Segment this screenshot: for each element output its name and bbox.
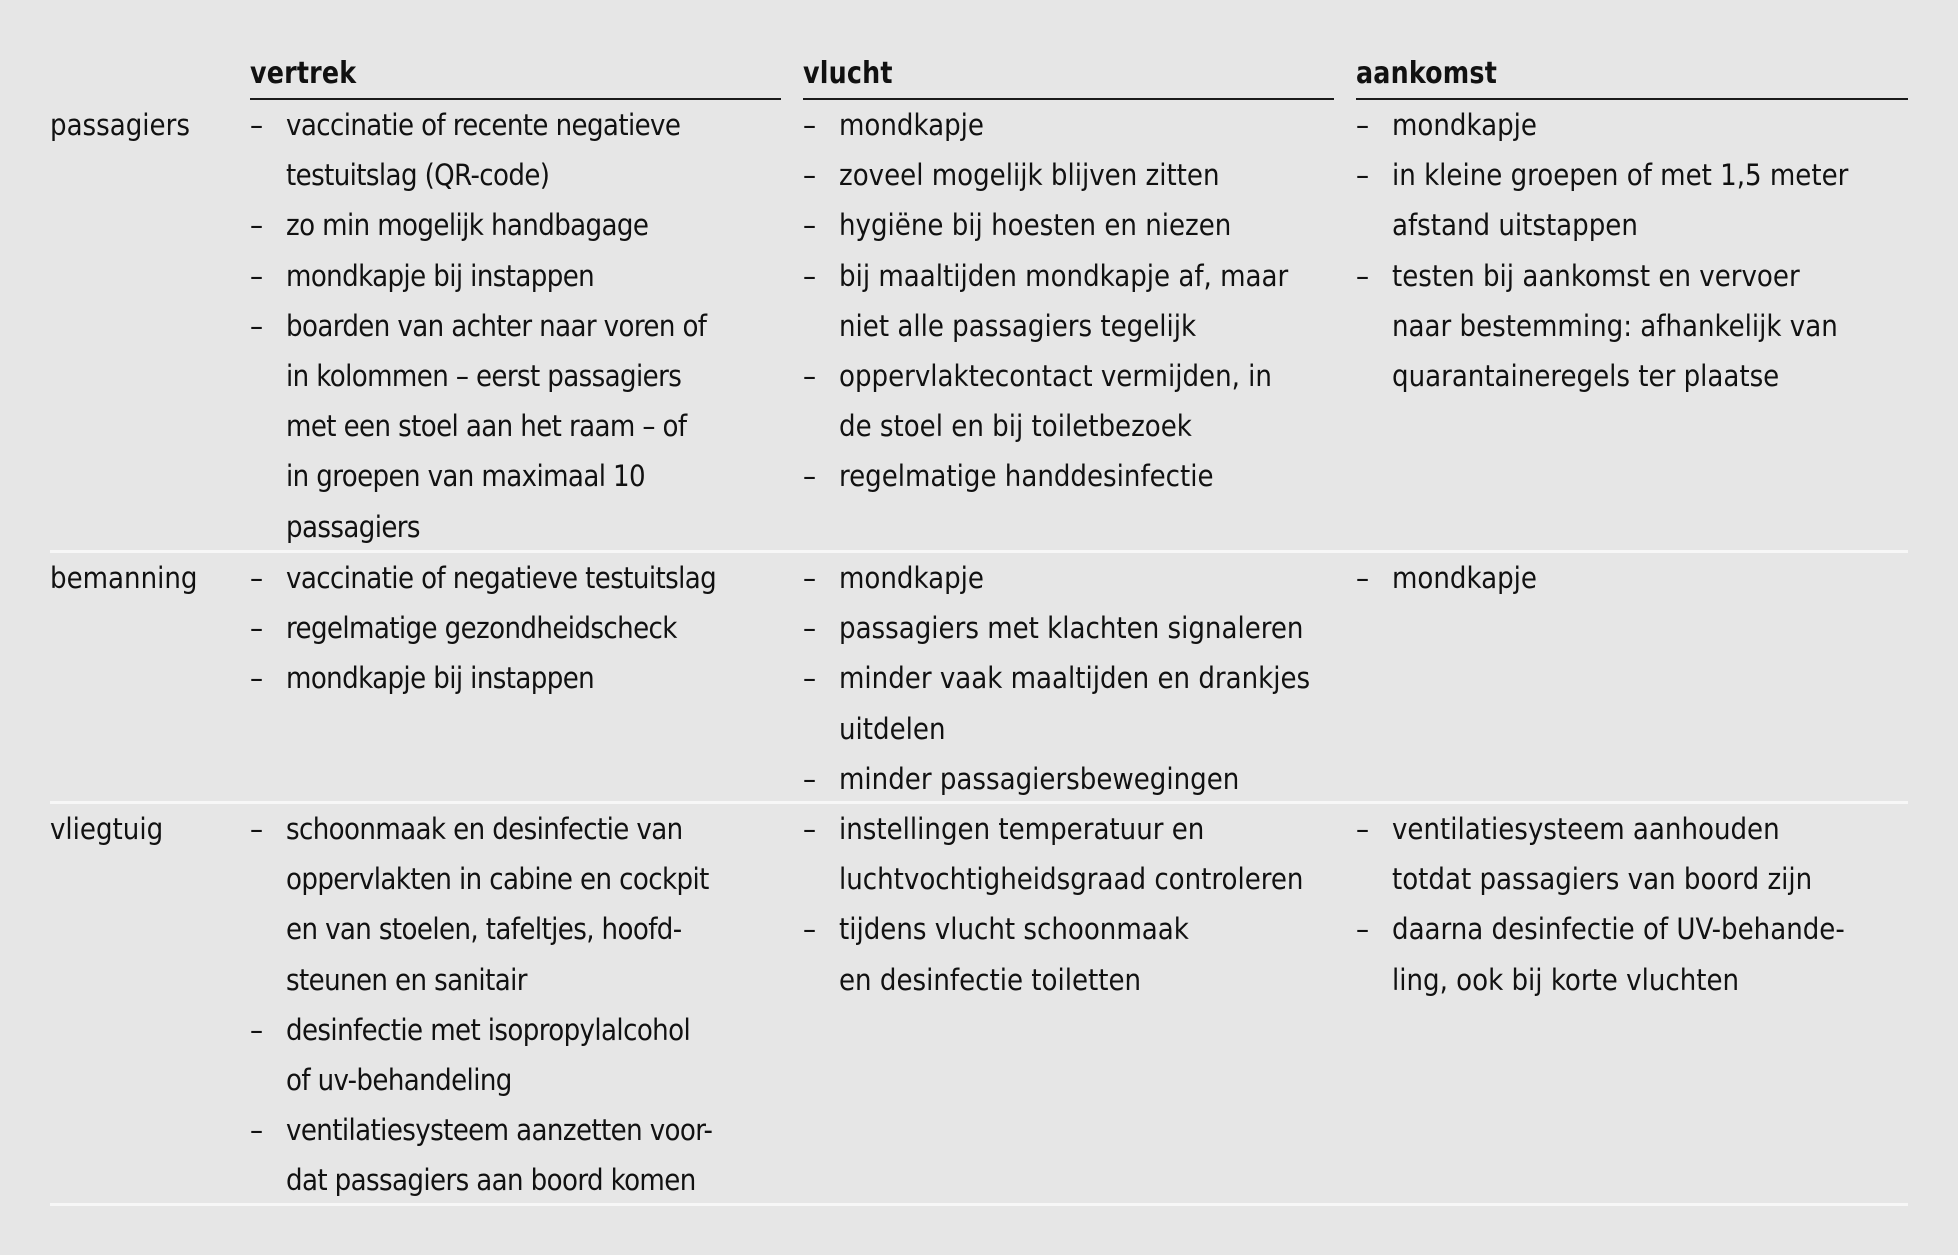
list-item (803, 150, 1334, 200)
list-item-text: mondkapje (839, 108, 984, 142)
list-item (250, 603, 781, 653)
measure-list (803, 100, 1334, 502)
list-item-text: hygiëne bij hoesten en niezen (839, 208, 1232, 243)
list-item-text: daarna desinfectie of UV-behande- ling, ook bij korte vluchten (1392, 912, 1845, 997)
list-item-text: testen bij aankomst en vervoer naar bestemming: afhankelijk van quarantaineregels ter plaatse (1392, 258, 1838, 394)
dash-bullet-icon: – (250, 208, 263, 243)
list-item (250, 653, 781, 703)
list-item-text: mondkapje bij instappen (286, 258, 595, 293)
measure-list (803, 804, 1334, 1005)
dash-bullet-icon: – (250, 258, 263, 293)
dash-bullet-icon: – (803, 258, 817, 293)
list-item (803, 451, 1334, 501)
table-row-passagiers (50, 100, 1908, 553)
measure-list (1356, 100, 1908, 401)
cell-aankomst (1356, 100, 1908, 552)
cell-vertrek (250, 553, 781, 804)
list-item (1356, 804, 1908, 904)
dash-bullet-icon: – (803, 108, 817, 142)
list-item-text: minder vaak maaltijden en drankjes uitdelen (839, 661, 1311, 746)
list-item (250, 1005, 781, 1105)
list-item-text: mondkapje (1392, 561, 1537, 595)
header-spacer (50, 50, 250, 100)
list-item-text: instellingen temperatuur en luchtvochtigheidsgraad controleren (839, 812, 1304, 897)
list-item-text: zoveel mogelijk blijven zitten (839, 158, 1220, 193)
list-item-text: desinfectie met isopropylalcohol of uv-behandeling (286, 1012, 691, 1098)
cell-vertrek (250, 804, 781, 1206)
list-item (1356, 553, 1908, 603)
cell-vlucht (803, 553, 1334, 804)
dash-bullet-icon: – (803, 611, 817, 646)
dash-bullet-icon: – (250, 611, 263, 646)
list-item (803, 251, 1334, 351)
list-item (250, 251, 781, 301)
list-item-text: tijdens vlucht schoonmaak en desinfectie toiletten (839, 912, 1189, 997)
dash-bullet-icon: – (803, 812, 817, 846)
measures-table (50, 50, 1908, 1206)
list-item-text: mondkapje (1392, 108, 1537, 142)
list-item-text: in kleine groepen of met 1,5 meter afstand uitstappen (1392, 158, 1849, 243)
list-item (803, 804, 1334, 904)
dash-bullet-icon: – (1356, 258, 1370, 293)
dash-bullet-icon: – (1356, 158, 1370, 193)
dash-bullet-icon: – (250, 308, 263, 343)
row-label: vliegtuig (50, 812, 164, 846)
list-item (803, 904, 1334, 1004)
dash-bullet-icon: – (803, 661, 817, 696)
measure-list (250, 100, 781, 552)
table-row-vliegtuig (50, 804, 1908, 1206)
list-item (803, 754, 1334, 804)
dash-bullet-icon: – (1356, 812, 1370, 846)
cell-aankomst (1356, 553, 1908, 804)
cell-vlucht (803, 100, 1334, 552)
list-item (803, 351, 1334, 451)
column-gap (1334, 50, 1356, 100)
cell-vlucht (803, 804, 1334, 1206)
list-item-text: schoonmaak en desinfectie van oppervlakten in cabine en cockpit en van stoelen, tafeltjes, hoofd- steunen en sanitair (286, 812, 709, 997)
column-header-aankomst (1356, 50, 1908, 100)
list-item-text: ventilatiesysteem aanhouden totdat passagiers van boord zijn (1392, 812, 1813, 897)
column-header-label: vlucht (803, 56, 893, 91)
table-header (50, 50, 1908, 100)
dash-bullet-icon: – (250, 812, 263, 846)
list-item-text: mondkapje (839, 561, 984, 595)
measure-list (1356, 804, 1908, 1005)
list-item (803, 200, 1334, 250)
table-row-bemanning (50, 553, 1908, 804)
dash-bullet-icon: – (803, 158, 817, 193)
measure-list (250, 553, 781, 704)
dash-bullet-icon: – (1356, 561, 1370, 595)
list-item (803, 603, 1334, 653)
dash-bullet-icon: – (250, 1012, 263, 1047)
list-item-text: zo min mogelijk handbagage (286, 208, 649, 243)
dash-bullet-icon: – (250, 1113, 263, 1148)
dash-bullet-icon: – (803, 561, 817, 595)
list-item-text: passagiers met klachten signaleren (839, 611, 1304, 646)
list-item-text: mondkapje bij instappen (286, 661, 595, 696)
list-item (250, 200, 781, 250)
list-item-text: oppervlaktecontact vermijden, in de stoel en bij toiletbezoek (839, 359, 1272, 444)
measure-list (250, 804, 781, 1206)
list-item-text: regelmatige handdesinfectie (839, 459, 1214, 494)
list-item-text: bij maaltijden mondkapje af, maar niet alle passagiers tegelijk (839, 258, 1289, 343)
cell-vertrek (250, 100, 781, 552)
list-item (803, 553, 1334, 603)
dash-bullet-icon: – (250, 561, 263, 595)
column-header-vertrek (250, 50, 781, 100)
list-item-text: vaccinatie of recente negatieve testuitslag (QR-code) (286, 108, 681, 193)
list-item (803, 653, 1334, 753)
dash-bullet-icon: – (803, 208, 817, 243)
list-item (250, 1105, 781, 1205)
measure-list (1356, 553, 1908, 603)
row-label: passagiers (50, 108, 190, 142)
dash-bullet-icon: – (803, 459, 817, 494)
row-label: bemanning (50, 561, 198, 595)
list-item (1356, 150, 1908, 250)
dash-bullet-icon: – (250, 661, 263, 696)
list-item (803, 100, 1334, 150)
list-item (250, 100, 781, 200)
dash-bullet-icon: – (250, 108, 263, 142)
list-item-text: minder passagiersbewegingen (839, 761, 1240, 796)
column-header-vlucht (803, 50, 1334, 100)
dash-bullet-icon: – (803, 912, 817, 947)
list-item-text: ventilatiesysteem aanzetten voor- dat passagiers aan boord komen (286, 1113, 713, 1198)
list-item-text: boarden van achter naar voren of in kolommen – eerst passagiers met een stoel aan het raam – of in groepen van maximaal 10 passagiers (286, 308, 707, 544)
list-item (1356, 904, 1908, 1004)
list-item (1356, 251, 1908, 402)
list-item-text: regelmatige gezondheidscheck (286, 611, 677, 646)
measure-list (803, 553, 1334, 804)
list-item (250, 804, 781, 1005)
list-item-text: vaccinatie of negatieve testuitslag (286, 561, 717, 595)
list-item (250, 553, 781, 603)
dash-bullet-icon: – (803, 359, 817, 394)
column-header-label: aankomst (1356, 56, 1498, 91)
column-header-label: vertrek (250, 56, 357, 91)
cell-aankomst (1356, 804, 1908, 1206)
dash-bullet-icon: – (1356, 108, 1370, 142)
dash-bullet-icon: – (803, 761, 817, 796)
column-gap (781, 50, 803, 100)
list-item (1356, 100, 1908, 150)
list-item (250, 301, 781, 552)
dash-bullet-icon: – (1356, 912, 1370, 947)
